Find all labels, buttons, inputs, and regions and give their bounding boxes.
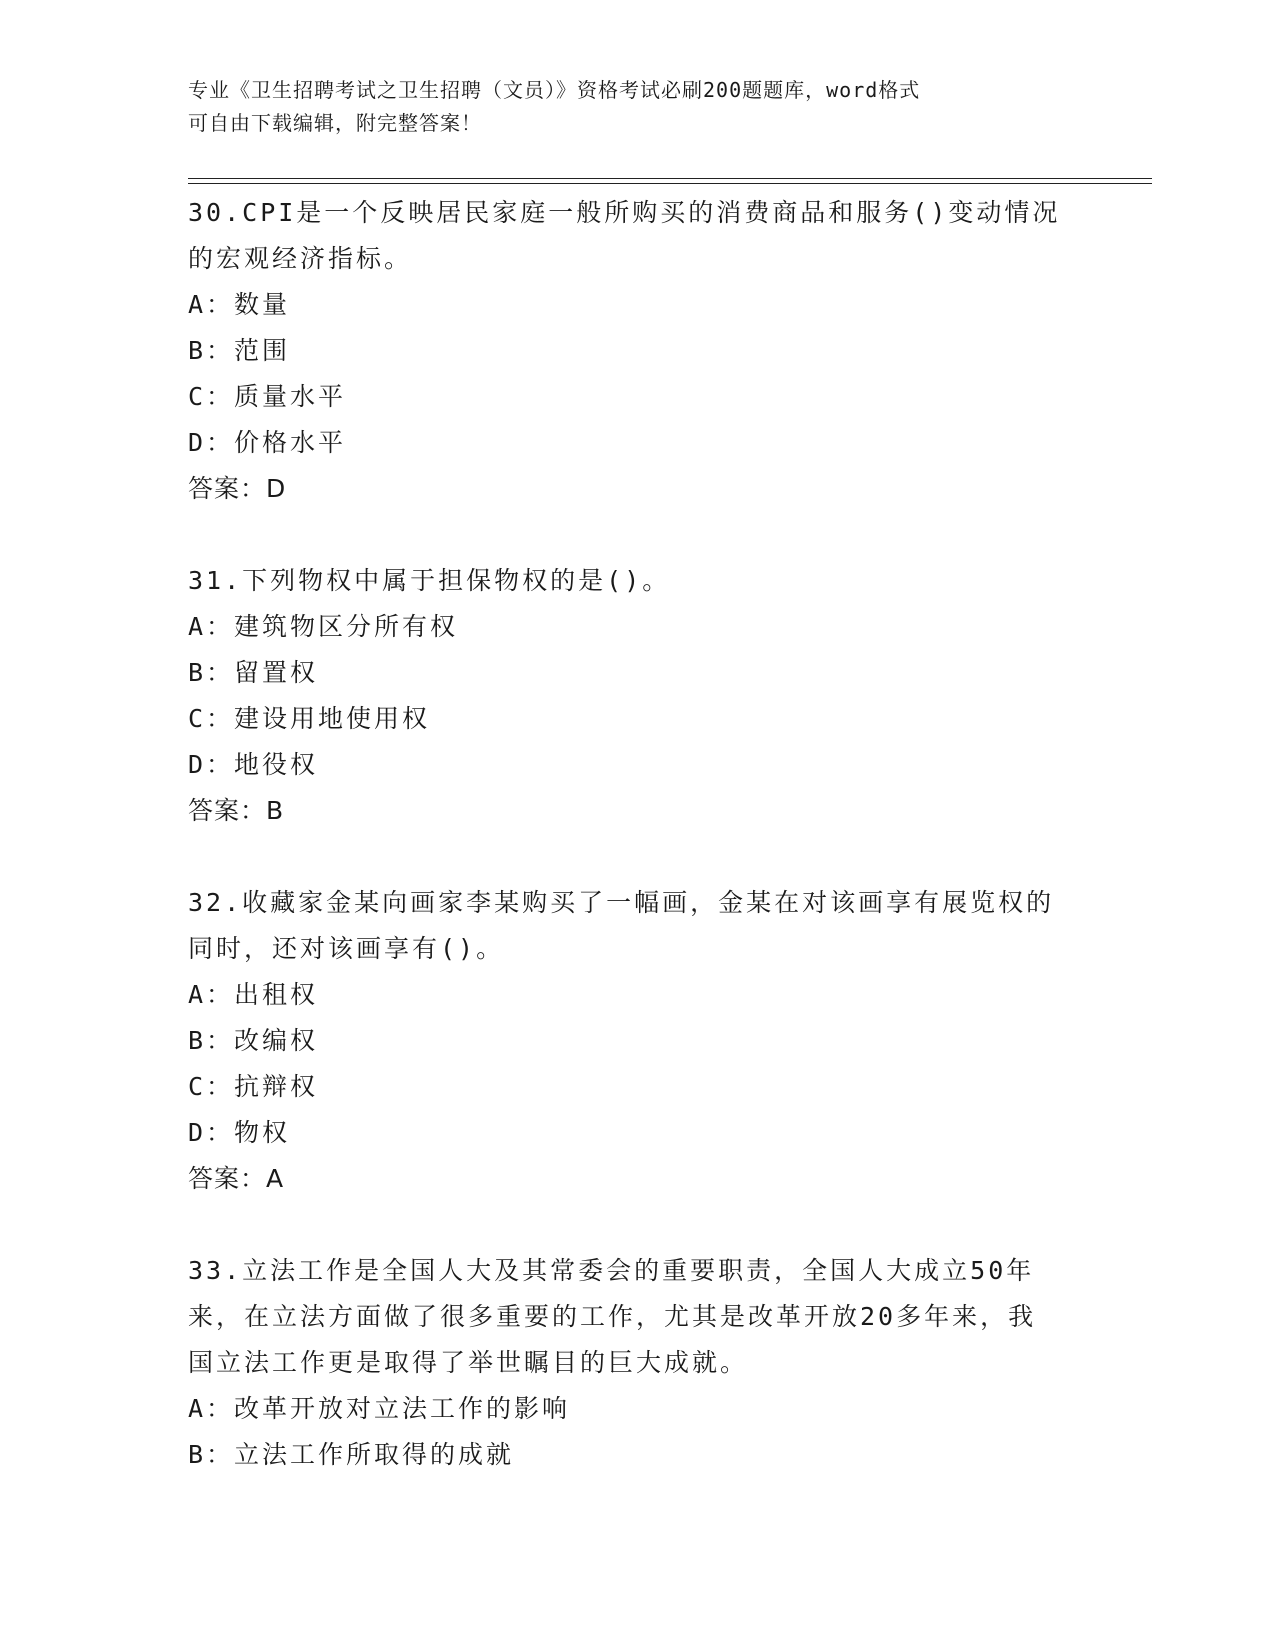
option-b: B：改编权 bbox=[188, 1026, 319, 1055]
question-list bbox=[188, 190, 1088, 1478]
header-line-2: 可自由下载编辑，附完整答案！ bbox=[188, 111, 482, 135]
option-a: A：数量 bbox=[188, 290, 291, 319]
question-stem-line: 同时，还对该画享有()。 bbox=[188, 934, 505, 963]
answer-line: 答案：A bbox=[188, 1164, 285, 1193]
question-33 bbox=[188, 1248, 1088, 1478]
answer-line: 答案：B bbox=[188, 796, 285, 825]
header-divider-bottom bbox=[188, 183, 1152, 184]
question-stem-line: 来，在立法方面做了很多重要的工作，尤其是改革开放20多年来，我 bbox=[188, 1302, 1037, 1331]
header-line-1: 专业《卫生招聘考试之卫生招聘（文员）》资格考试必刷200题题库，word格式 bbox=[188, 78, 921, 102]
option-b: B：留置权 bbox=[188, 658, 319, 687]
question-30 bbox=[188, 190, 1088, 512]
question-31 bbox=[188, 558, 1088, 834]
option-d: D：价格水平 bbox=[188, 428, 347, 457]
question-32 bbox=[188, 880, 1088, 1202]
question-stem-line: 的宏观经济指标。 bbox=[188, 244, 413, 273]
option-a: A：改革开放对立法工作的影响 bbox=[188, 1394, 571, 1423]
document-header bbox=[188, 74, 1068, 140]
question-stem-line: 31.下列物权中属于担保物权的是()。 bbox=[188, 566, 671, 595]
option-c: C：抗辩权 bbox=[188, 1072, 319, 1101]
question-stem-line: 32.收藏家金某向画家李某购买了一幅画，金某在对该画享有展览权的 bbox=[188, 888, 1055, 917]
question-stem-line: 33.立法工作是全国人大及其常委会的重要职责，全国人大成立50年 bbox=[188, 1256, 1035, 1285]
option-d: D：物权 bbox=[188, 1118, 291, 1147]
question-spacer bbox=[188, 834, 1088, 880]
question-spacer bbox=[188, 1202, 1088, 1248]
header-divider-top bbox=[188, 178, 1152, 179]
option-c: C：建设用地使用权 bbox=[188, 704, 431, 733]
option-c: C：质量水平 bbox=[188, 382, 347, 411]
answer-line: 答案：D bbox=[188, 474, 287, 503]
question-spacer bbox=[188, 512, 1088, 558]
option-a: A：出租权 bbox=[188, 980, 319, 1009]
question-stem-line: 30.CPI是一个反映居民家庭一般所购买的消费商品和服务()变动情况 bbox=[188, 198, 1061, 227]
option-b: B：范围 bbox=[188, 336, 291, 365]
option-a: A：建筑物区分所有权 bbox=[188, 612, 459, 641]
option-b: B：立法工作所取得的成就 bbox=[188, 1440, 515, 1469]
option-d: D：地役权 bbox=[188, 750, 319, 779]
question-stem-line: 国立法工作更是取得了举世瞩目的巨大成就。 bbox=[188, 1348, 749, 1377]
